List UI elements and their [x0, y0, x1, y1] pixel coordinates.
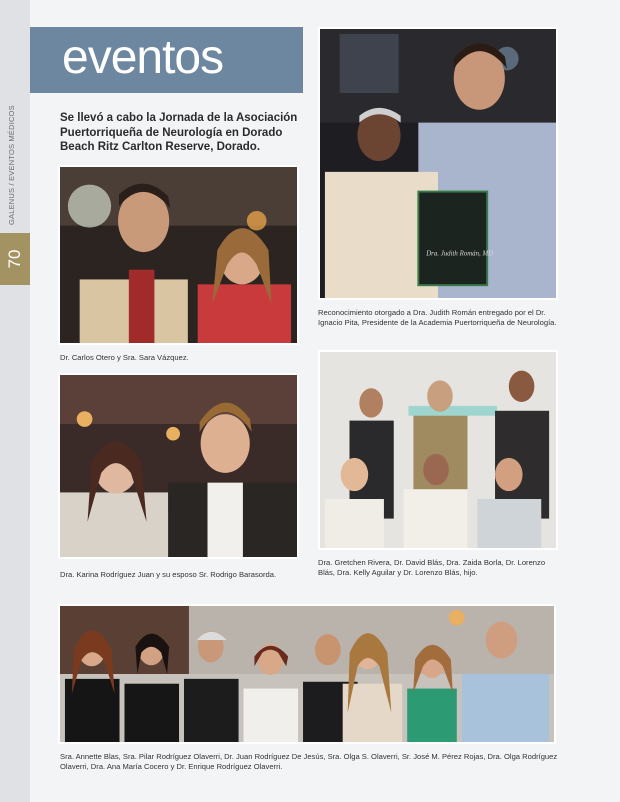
- photo-caption: Dra. Karina Rodríguez Juan y su esposo Sr. Rodrigo Barasorda.: [60, 570, 277, 579]
- section-running-label: GALENUS / EVENTOS MÉDICOS: [7, 105, 16, 225]
- photo-group-rodriguez: [58, 604, 556, 744]
- photo-caption: Sra. Annette Blas, Sra. Pilar Rodríguez Olaverri, Dr. Juan Rodríguez De Jesús, Sra. Olga S. Olaverri, Sr. José M. Pérez Rojas, Dra. Olga Rodríguez Olaverri, Dra. Ana María Cocero y Dr. Enrique Rodríguez Olaverri.: [60, 752, 558, 771]
- photo-caption: Reconocimiento otorgado a Dra. Judith Román entregado por el Dr. Ignacio Pita, Presidente de la Academia Puertorriqueña de Neurología.: [318, 308, 557, 327]
- page-number: 70: [5, 249, 24, 269]
- plaque-name: Dra. Judith Román, MD: [426, 250, 494, 258]
- photo-group-blas: [318, 350, 558, 550]
- photo-otero-vazquez: [58, 165, 299, 345]
- intro-text: Se llevó a cabo la Jornada de la Asociación Puertorriqueña de Neurología en Dorado Beach Ritz Carlton Reserve, Dorado.: [60, 112, 298, 154]
- photo-award-roman: [318, 27, 558, 300]
- photo-rodriguez-barasorda: [58, 373, 299, 559]
- photo-caption: Dr. Carlos Otero y Sra. Sara Vázquez.: [60, 353, 189, 362]
- photo-caption: Dra. Gretchen Rivera, Dr. David Blás, Dra. Zaida Borla, Dr. Lorenzo Blás, Dra. Kelly Aguilar y Dr. Lorenzo Blás, hijo.: [318, 558, 546, 577]
- page-title: eventos: [62, 31, 224, 84]
